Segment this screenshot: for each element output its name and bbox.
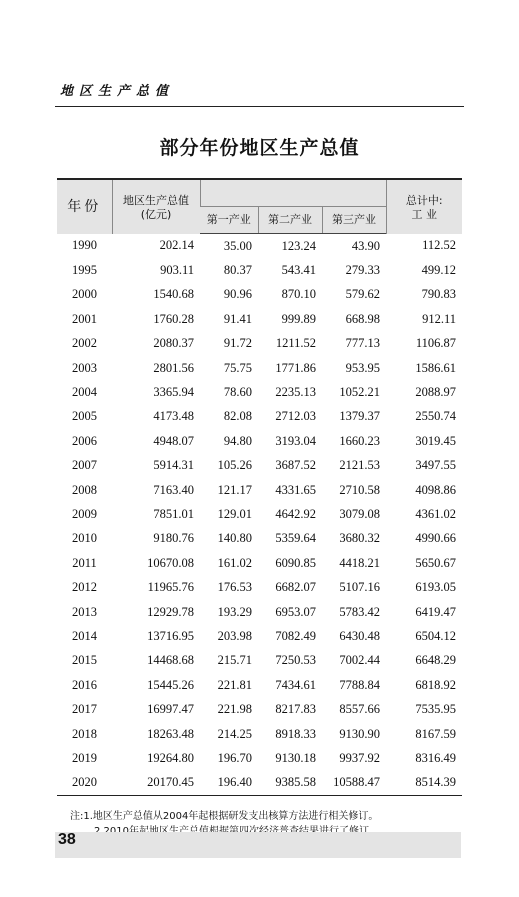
cell-year: 2007 — [72, 458, 97, 473]
table-row — [57, 234, 462, 259]
cell-primary: 91.72 — [223, 336, 252, 351]
cell-year: 2000 — [72, 287, 97, 302]
cell-tertiary: 279.33 — [345, 263, 380, 278]
column-header-secondary: 第二产业 — [258, 207, 322, 234]
table-row — [57, 258, 462, 282]
cell-secondary: 8918.33 — [275, 726, 316, 741]
column-header-industry — [386, 179, 462, 234]
table-row — [57, 478, 462, 502]
cell-primary: 82.08 — [223, 409, 252, 424]
cell-gdp: 2801.56 — [153, 360, 194, 375]
cell-primary: 90.96 — [223, 287, 252, 302]
cell-tertiary: 1052.21 — [339, 385, 380, 400]
cell-secondary: 9130.18 — [275, 750, 316, 765]
column-header-industry-line2: 工 业 — [411, 208, 437, 221]
footer-band — [55, 832, 461, 858]
cell-year: 2020 — [57, 771, 112, 796]
cell-industry: 790.83 — [421, 287, 456, 302]
cell-primary: 193.29 — [217, 604, 252, 619]
cell-secondary: 2235.13 — [275, 385, 316, 400]
cell-tertiary: 8557.66 — [339, 702, 380, 717]
cell-primary: 203.98 — [217, 628, 252, 643]
cell-tertiary: 5783.42 — [339, 604, 380, 619]
cell-primary: 105.26 — [217, 458, 252, 473]
cell-year: 2006 — [72, 433, 97, 448]
cell-tertiary: 953.95 — [345, 360, 380, 375]
cell-secondary: 9385.58 — [258, 771, 322, 796]
cell-tertiary: 6430.48 — [339, 628, 380, 643]
table-row — [57, 527, 462, 551]
cell-industry: 4990.66 — [415, 531, 456, 546]
cell-primary: 80.37 — [223, 263, 252, 278]
cell-industry: 3019.45 — [415, 433, 456, 448]
cell-tertiary: 1660.23 — [339, 433, 380, 448]
cell-primary: 91.41 — [223, 311, 252, 326]
cell-industry: 6648.29 — [415, 653, 456, 668]
cell-gdp: 5914.31 — [153, 458, 194, 473]
cell-secondary: 6090.85 — [275, 555, 316, 570]
cell-year: 2017 — [72, 702, 97, 717]
cell-gdp: 903.11 — [160, 263, 194, 278]
cell-industry: 499.12 — [421, 263, 456, 278]
cell-industry: 7535.95 — [415, 702, 456, 717]
cell-tertiary: 777.13 — [345, 336, 380, 351]
cell-industry: 112.52 — [422, 238, 456, 253]
cell-year: 2005 — [72, 409, 97, 424]
cell-tertiary: 43.90 — [351, 238, 380, 253]
cell-industry: 4098.86 — [415, 482, 456, 497]
cell-year: 2004 — [72, 385, 97, 400]
table-row — [57, 283, 462, 307]
page-number: 38 — [58, 831, 76, 848]
cell-gdp: 9180.76 — [153, 531, 194, 546]
cell-tertiary: 10588.47 — [322, 771, 386, 796]
page-title: 部分年份地区生产总值 — [159, 137, 360, 159]
cell-industry: 1586.61 — [415, 360, 456, 375]
cell-secondary: 4642.92 — [275, 506, 316, 521]
column-header-gdp — [112, 179, 200, 234]
cell-secondary: 7250.53 — [275, 653, 316, 668]
cell-industry: 8316.49 — [415, 750, 456, 765]
cell-year: 2013 — [72, 604, 97, 619]
gdp-table — [57, 178, 462, 796]
cell-gdp: 15445.26 — [147, 677, 194, 692]
table-row — [57, 332, 462, 356]
cell-gdp: 20170.45 — [112, 771, 200, 796]
cell-primary: 75.75 — [223, 360, 252, 375]
cell-year: 2015 — [72, 653, 97, 668]
cell-year: 2003 — [72, 360, 97, 375]
cell-primary: 196.40 — [200, 771, 258, 796]
cell-industry: 6504.12 — [415, 628, 456, 643]
cell-secondary: 5359.64 — [275, 531, 316, 546]
cell-primary: 121.17 — [217, 482, 252, 497]
cell-gdp: 13716.95 — [147, 628, 194, 643]
cell-year: 2010 — [72, 531, 97, 546]
cell-year: 2009 — [72, 506, 97, 521]
cell-primary: 215.71 — [217, 653, 252, 668]
cell-secondary: 3687.52 — [275, 458, 316, 473]
cell-secondary: 6953.07 — [275, 604, 316, 619]
cell-tertiary: 9937.92 — [339, 750, 380, 765]
cell-primary: 221.81 — [217, 677, 252, 692]
cell-tertiary: 579.62 — [345, 287, 380, 302]
cell-primary: 214.25 — [217, 726, 252, 741]
cell-industry: 1106.87 — [415, 336, 456, 351]
cell-secondary: 123.24 — [281, 238, 316, 253]
cell-year: 2002 — [72, 336, 97, 351]
cell-year: 2012 — [72, 580, 97, 595]
cell-gdp: 14468.68 — [147, 653, 194, 668]
cell-primary: 140.80 — [217, 531, 252, 546]
cell-gdp: 202.14 — [159, 238, 194, 253]
table-row — [57, 600, 462, 624]
cell-primary: 94.80 — [223, 433, 252, 448]
table-row — [57, 429, 462, 453]
cell-industry: 2550.74 — [415, 409, 456, 424]
cell-gdp: 18263.48 — [147, 726, 194, 741]
column-header-tertiary: 第三产业 — [322, 207, 386, 234]
cell-year: 2014 — [72, 628, 97, 643]
cell-tertiary: 7002.44 — [339, 653, 380, 668]
cell-industry: 5650.67 — [415, 555, 456, 570]
cell-primary: 196.70 — [217, 750, 252, 765]
cell-industry: 8167.59 — [415, 726, 456, 741]
cell-tertiary: 7788.84 — [339, 677, 380, 692]
cell-secondary: 4331.65 — [275, 482, 316, 497]
cell-secondary: 2712.03 — [275, 409, 316, 424]
cell-gdp: 2080.37 — [153, 336, 194, 351]
table-row — [57, 722, 462, 746]
cell-tertiary: 1379.37 — [339, 409, 380, 424]
table-row — [57, 771, 462, 796]
cell-industry: 6419.47 — [415, 604, 456, 619]
cell-tertiary: 5107.16 — [339, 580, 380, 595]
cell-tertiary: 3680.32 — [339, 531, 380, 546]
cell-industry: 8514.39 — [386, 771, 462, 796]
cell-tertiary: 2710.58 — [339, 482, 380, 497]
cell-gdp: 7851.01 — [153, 506, 194, 521]
cell-primary: 176.53 — [217, 580, 252, 595]
cell-industry: 2088.97 — [415, 385, 456, 400]
cell-secondary: 543.41 — [281, 263, 316, 278]
cell-primary: 221.98 — [217, 702, 252, 717]
column-header-spacer — [200, 179, 386, 207]
cell-secondary: 8217.83 — [275, 702, 316, 717]
column-header-gdp-unit: (亿元) — [140, 208, 172, 221]
column-header-year: 年份 — [57, 179, 112, 234]
cell-gdp: 7163.40 — [153, 482, 194, 497]
cell-tertiary: 9130.90 — [339, 726, 380, 741]
cell-year: 1990 — [72, 238, 97, 253]
table-row — [57, 405, 462, 429]
table-row — [57, 624, 462, 648]
cell-gdp: 1540.68 — [153, 287, 194, 302]
cell-primary: 129.01 — [217, 506, 252, 521]
cell-secondary: 6682.07 — [275, 580, 316, 595]
cell-gdp: 16997.47 — [147, 702, 194, 717]
running-header: 地区生产总值 — [60, 84, 175, 99]
cell-secondary: 7082.49 — [275, 628, 316, 643]
table-row — [57, 673, 462, 697]
cell-gdp: 4948.07 — [153, 433, 194, 448]
cell-primary: 35.00 — [223, 238, 252, 253]
cell-secondary: 999.89 — [281, 311, 316, 326]
cell-secondary: 1211.52 — [275, 336, 316, 351]
cell-gdp: 11965.76 — [147, 580, 194, 595]
cell-primary: 161.02 — [217, 555, 252, 570]
cell-gdp: 12929.78 — [147, 604, 194, 619]
cell-industry: 6193.05 — [415, 580, 456, 595]
table-row — [57, 551, 462, 575]
cell-industry: 3497.55 — [415, 458, 456, 473]
cell-year: 2016 — [72, 677, 97, 692]
column-header-gdp-line1: 地区生产总值 — [123, 194, 189, 207]
table-row — [57, 649, 462, 673]
cell-gdp: 1760.28 — [153, 311, 194, 326]
cell-year: 2011 — [72, 555, 97, 570]
cell-industry: 4361.02 — [415, 506, 456, 521]
column-header-primary: 第一产业 — [200, 207, 258, 234]
cell-industry: 912.11 — [422, 311, 456, 326]
cell-secondary: 7434.61 — [275, 677, 316, 692]
cell-gdp: 19264.80 — [147, 750, 194, 765]
table-row — [57, 697, 462, 721]
table-body — [57, 234, 462, 796]
table-row — [57, 356, 462, 380]
cell-secondary: 1771.86 — [275, 360, 316, 375]
cell-gdp: 10670.08 — [147, 555, 194, 570]
cell-year: 2018 — [72, 726, 97, 741]
cell-year: 2019 — [72, 750, 97, 765]
table-row — [57, 307, 462, 331]
table-row — [57, 502, 462, 526]
header-rule — [55, 106, 464, 107]
cell-year: 2008 — [72, 482, 97, 497]
cell-tertiary: 2121.53 — [339, 458, 380, 473]
cell-tertiary: 4418.21 — [339, 555, 380, 570]
table-row — [57, 746, 462, 770]
cell-secondary: 870.10 — [281, 287, 316, 302]
table-row — [57, 575, 462, 599]
cell-tertiary: 3079.08 — [339, 506, 380, 521]
cell-industry: 6818.92 — [415, 677, 456, 692]
cell-gdp: 4173.48 — [153, 409, 194, 424]
note-1: 注:1.地区生产总值从2004年起根据研发支出核算方法进行相关修订。 — [70, 811, 379, 822]
cell-gdp: 3365.94 — [153, 385, 194, 400]
cell-tertiary: 668.98 — [345, 311, 380, 326]
cell-secondary: 3193.04 — [275, 433, 316, 448]
table-row — [57, 454, 462, 478]
table-row — [57, 380, 462, 404]
cell-primary: 78.60 — [223, 385, 252, 400]
column-header-industry-line1: 总计中: — [405, 194, 443, 207]
cell-year: 2001 — [72, 311, 97, 326]
cell-year: 1995 — [72, 263, 97, 278]
